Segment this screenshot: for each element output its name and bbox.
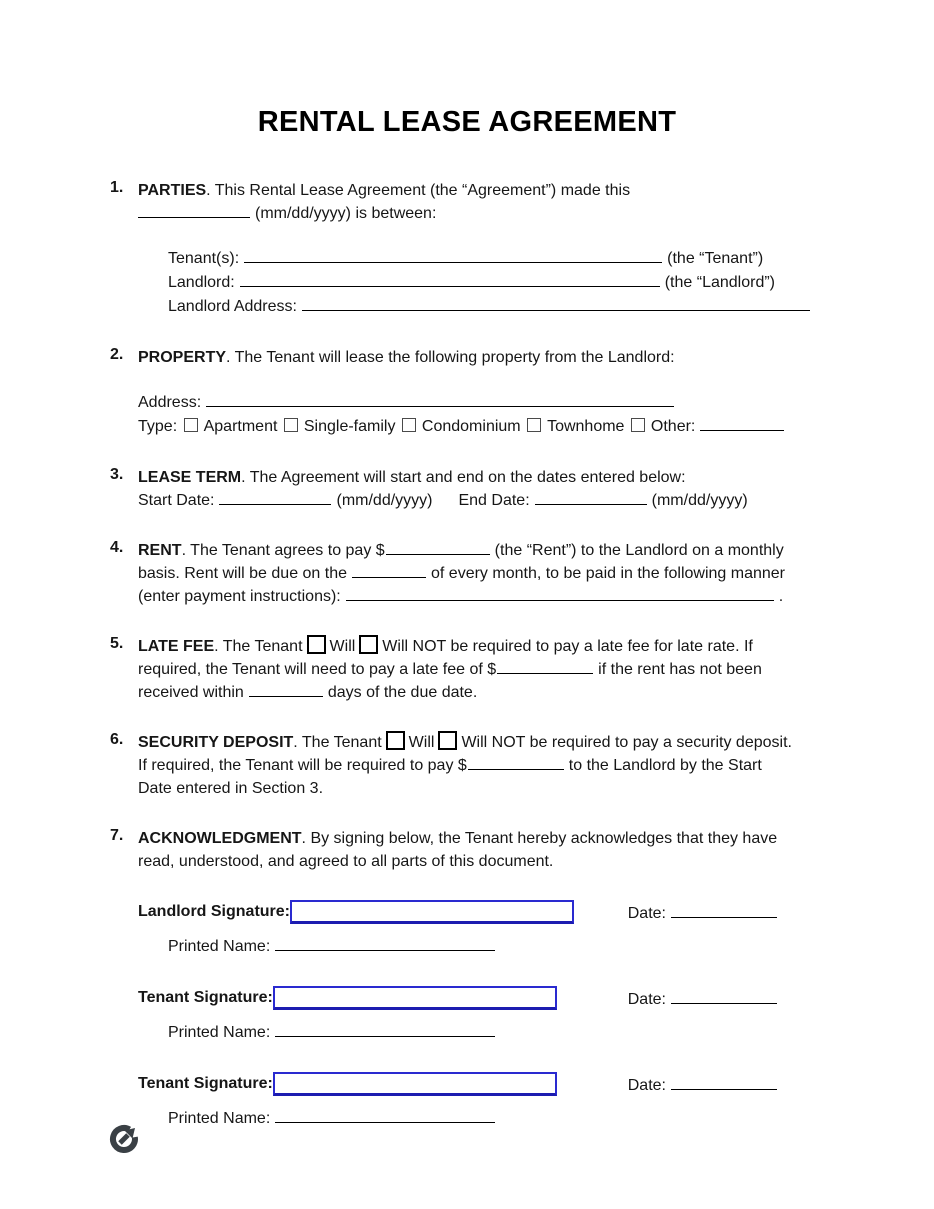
property-fields: [138, 391, 824, 438]
section-number: 6.: [110, 731, 124, 748]
landlord-signature-label: Landlord Signature:: [138, 903, 290, 920]
section-late-fee: [110, 635, 824, 704]
section-text: received within: [138, 684, 244, 701]
section-heading: PROPERTY: [138, 349, 227, 366]
tenant-signature-input-2[interactable]: [273, 1072, 557, 1096]
section-number: 4.: [110, 539, 124, 556]
checkbox-apartment-icon: [184, 418, 198, 432]
section-text: Will NOT be required to pay a late fee for late rate. If: [382, 638, 753, 655]
landlord-signature-input[interactable]: [290, 900, 574, 924]
end-date-format: (mm/dd/yyyy): [651, 492, 748, 509]
section-text: . By signing below, the Tenant hereby acknowledges that they have: [301, 830, 778, 847]
start-date-format: (mm/dd/yyyy): [336, 492, 433, 509]
tenant-printed-name-row-1: [168, 1021, 824, 1044]
landlord-date-group: [628, 902, 782, 923]
landlord-date-blank: [671, 902, 777, 918]
deposit-amount-blank: [468, 754, 564, 770]
printed-name-label: Printed Name:: [168, 1024, 271, 1041]
checkbox-townhome-icon: [527, 418, 541, 432]
will-label: Will: [329, 638, 356, 655]
section-text: (enter payment instructions):: [138, 588, 341, 605]
date-label: Date:: [627, 904, 666, 922]
tenant-date-blank-1: [671, 988, 777, 1004]
option-apartment: Apartment: [203, 418, 278, 435]
section-acknowledgment: [110, 827, 824, 873]
landlord-label: Landlord:: [168, 274, 235, 291]
section-text: . The Tenant: [293, 734, 382, 751]
landlord-suffix: (the “Landlord”): [664, 274, 775, 291]
section-heading: LATE FEE: [138, 638, 215, 655]
landlord-name-blank: [240, 271, 660, 287]
section-text: . The Tenant will lease the following property from the Landlord:: [226, 349, 675, 366]
tenant-printed-name-blank-1: [275, 1021, 495, 1037]
landlord-row: [168, 271, 824, 294]
tenant-signature-input-1[interactable]: [273, 986, 557, 1010]
landlord-signature-row: [138, 900, 824, 924]
agreement-date-blank: [138, 202, 250, 218]
tenant-label: Tenant(s):: [168, 250, 240, 267]
section-number: 5.: [110, 635, 124, 652]
section-text: .: [778, 588, 784, 605]
property-type-label: Type:: [138, 418, 178, 435]
section-heading: PARTIES: [138, 182, 207, 199]
landlord-address-label: Landlord Address:: [168, 298, 297, 315]
section-text: Date entered in Section 3.: [138, 780, 324, 797]
tenant-printed-name-blank-2: [275, 1107, 495, 1123]
checkbox-condominium-icon: [402, 418, 416, 432]
deposit-will-checkbox[interactable]: [386, 731, 405, 750]
payment-instructions-blank: [346, 585, 774, 601]
printed-name-label: Printed Name:: [168, 1110, 271, 1127]
end-date-label: End Date:: [458, 492, 530, 509]
section-text: (mm/dd/yyyy) is between:: [255, 205, 437, 222]
section-text: . The Tenant: [214, 638, 303, 655]
section-text: required, the Tenant will need to pay a late fee of $: [138, 661, 497, 678]
document-body: [110, 179, 824, 1130]
late-fee-days-blank: [249, 681, 323, 697]
tenant-signature-label: Tenant Signature:: [138, 1075, 273, 1092]
page-title: RENTAL LEASE AGREEMENT: [257, 106, 677, 138]
section-heading: LEASE TERM: [138, 469, 242, 486]
date-label: Date:: [627, 990, 666, 1008]
tenant-printed-name-row-2: [168, 1107, 824, 1130]
start-date-label: Start Date:: [138, 492, 215, 509]
section-text: Will NOT be required to pay a security deposit.: [461, 734, 792, 751]
lease-dates-row: [138, 489, 824, 512]
late-fee-will-not-checkbox[interactable]: [359, 635, 378, 654]
property-address-label: Address:: [138, 394, 202, 411]
will-label: Will: [408, 734, 435, 751]
option-other: Other:: [650, 418, 696, 435]
option-condominium: Condominium: [421, 418, 521, 435]
landlord-printed-name-row: [168, 935, 824, 958]
late-fee-will-checkbox[interactable]: [307, 635, 326, 654]
section-text: of every month, to be paid in the following manner: [431, 565, 785, 582]
tenant-signature-row-2: [138, 1072, 824, 1096]
section-number: 3.: [110, 466, 124, 483]
section-text: If required, the Tenant will be required to pay $: [138, 757, 467, 774]
other-type-blank: [700, 415, 784, 431]
section-parties: [110, 179, 824, 319]
tenant-date-group-1: [628, 988, 782, 1009]
printed-name-label: Printed Name:: [168, 938, 271, 955]
landlord-address-blank: [302, 295, 810, 311]
parties-fields: [168, 247, 824, 318]
section-heading: SECURITY DEPOSIT: [138, 734, 294, 751]
section-text: (the “Rent”) to the Landlord on a monthly: [494, 542, 784, 559]
property-type-row: [138, 415, 824, 438]
section-text: . This Rental Lease Agreement (the “Agreement”) made this: [206, 182, 631, 199]
tenant-signature-label: Tenant Signature:: [138, 989, 273, 1006]
section-text: to the Landlord by the Start: [568, 757, 762, 774]
section-number: 7.: [110, 827, 124, 844]
landlord-address-row: [168, 295, 824, 318]
rent-amount-blank: [386, 539, 490, 555]
late-fee-amount-blank: [497, 658, 593, 674]
deposit-will-not-checkbox[interactable]: [438, 731, 457, 750]
section-rent: [110, 539, 824, 608]
section-heading: ACKNOWLEDGMENT: [138, 830, 302, 847]
option-townhome: Townhome: [547, 418, 625, 435]
landlord-printed-name-blank: [275, 935, 495, 951]
checkbox-other-icon: [631, 418, 645, 432]
property-address-blank: [206, 391, 674, 407]
circular-arrow-logo-icon: [108, 1121, 142, 1155]
section-text: . The Tenant agrees to pay $: [181, 542, 385, 559]
section-lease-term: [110, 466, 824, 512]
option-single-family: Single-family: [303, 418, 396, 435]
section-heading: RENT: [138, 542, 182, 559]
tenant-signature-row-1: [138, 986, 824, 1010]
rent-due-day-blank: [352, 562, 426, 578]
end-date-blank: [535, 489, 647, 505]
checkbox-single-family-icon: [284, 418, 298, 432]
section-security-deposit: [110, 731, 824, 800]
tenant-date-blank-2: [671, 1074, 777, 1090]
section-text: read, understood, and agreed to all parts of this document.: [138, 853, 554, 870]
tenant-suffix: (the “Tenant”): [667, 250, 764, 267]
section-text: basis. Rent will be due on the: [138, 565, 348, 582]
tenant-name-blank: [244, 247, 662, 263]
date-label: Date:: [627, 1076, 666, 1094]
section-number: 1.: [110, 179, 124, 196]
signature-area: [138, 900, 824, 1130]
tenant-row: [168, 247, 824, 270]
property-address-row: [138, 391, 824, 414]
section-number: 2.: [110, 346, 124, 363]
section-text: . The Agreement will start and end on the dates entered below:: [241, 469, 686, 486]
tenant-date-group-2: [628, 1074, 782, 1095]
section-text: if the rent has not been: [598, 661, 762, 678]
start-date-blank: [219, 489, 331, 505]
section-text: days of the due date.: [327, 684, 478, 701]
section-property: [110, 346, 824, 439]
